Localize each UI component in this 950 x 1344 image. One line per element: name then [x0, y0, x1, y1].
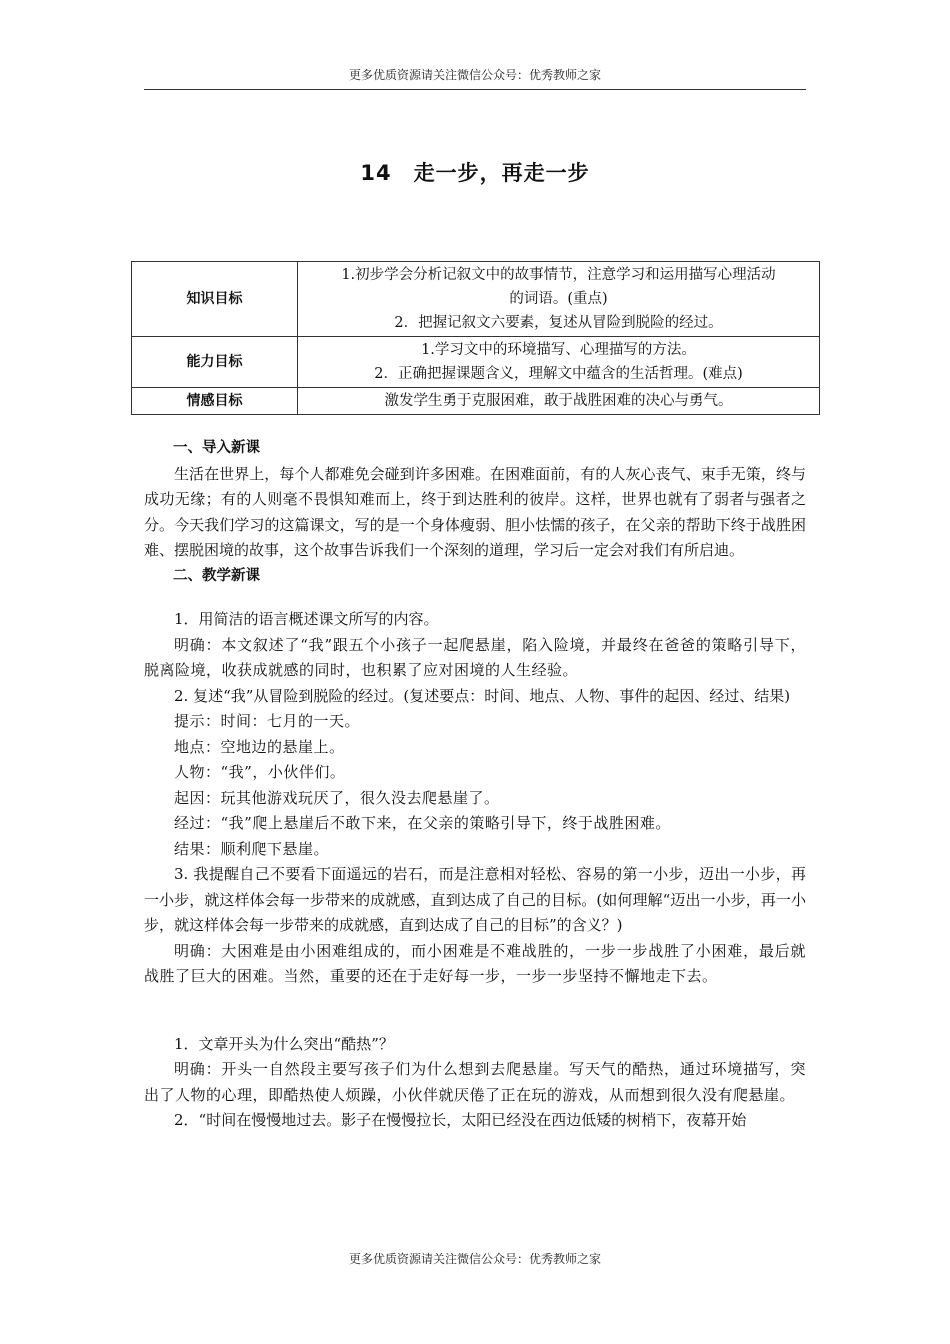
- goal-label-emotion: 情感目标: [132, 388, 298, 415]
- page-footer: 更多优质资源请关注微信公众号：优秀教师之家: [348, 1252, 601, 1266]
- lesson-number: 14: [360, 161, 392, 185]
- hint-line: 起因：玩其他游戏玩厌了，很久没去爬悬崖了。: [174, 788, 500, 807]
- hint-line: 提示：时间：七月的一天。: [174, 712, 361, 730]
- goals-table: [131, 261, 820, 415]
- intro-paragraph: 生活在世界上，每个人都难免会碰到许多困难。在困难面前，有的人灰心丧气、束手无策，终与成功无缘；有的人则毫不畏惧知难而上，终于到达胜利的彼岸。这样，世界也就有了弱者与强者之分。今天我们学习的这篇课文，写的是一个身体瘦弱、胆小怯懦的孩子，在父亲的帮助下终于战胜困难、摆脱困境的故事，这个故事告诉我们一个深刻的道理，学习后一定会对我们有所启迪。: [144, 464, 806, 559]
- hint-line: 人物：“我”，小伙伴们。: [174, 763, 346, 781]
- goal-content-ability: [298, 337, 820, 388]
- goal-content-knowledge: [298, 262, 820, 337]
- hint-line: 地点：空地边的悬崖上。: [174, 737, 345, 756]
- goal-line: 2．正确把握课题含义，理解文中蕴含的生活哲理。(难点): [374, 366, 743, 382]
- question-paragraph: 2．“时间在慢慢地过去。影子在慢慢拉长，太阳已经没在西边低矮的树梢下，夜幕开始: [174, 1111, 747, 1129]
- goal-line: 1.初步学会分析记叙文中的故事情节，注意学习和运用描写心理活动: [341, 267, 776, 283]
- section-heading-intro: 一、导入新课: [173, 440, 260, 456]
- goal-line: 1.学习文中的环境描写、心理描写的方法。: [421, 342, 696, 358]
- answer-paragraph: 明确：开头一自然段主要写孩子们为什么想到去爬悬崖。写天气的酷热，通过环境描写，突出了人物的心理，即酷热使人烦躁，小伙伴就厌倦了正在玩的游戏，从而想到很久没有爬悬崖。: [144, 1060, 806, 1104]
- goal-label-knowledge: 知识目标: [132, 262, 298, 337]
- page-header: 更多优质资源请关注微信公众号：优秀教师之家: [144, 66, 806, 90]
- goal-content-emotion: [298, 388, 820, 415]
- goal-line: 2．把握记叙文六要素，复述从冒险到脱险的经过。: [394, 315, 723, 331]
- spacer: [144, 990, 806, 1032]
- lesson-title-text: 走一步，再走一步: [413, 161, 590, 185]
- section-heading-teaching: 二、教学新课: [173, 567, 260, 584]
- question-paragraph: 2. 复述“我”从冒险到脱险的经过。(复述要点：时间、地点、人物、事件的起因、经过、结果): [174, 686, 791, 705]
- answer-paragraph: 明确：大困难是由小困难组成的，而小困难是不难战胜的，一步一步战胜了小困难，最后就战胜了巨大的困难。当然，重要的还在于走好每一步，一步一步坚持不懈地走下去。: [144, 941, 806, 985]
- goal-line: 的词语。(重点): [509, 291, 608, 307]
- question-paragraph: 1．用简洁的语言概述课文所写的内容。: [174, 610, 439, 628]
- goal-label-ability: 能力目标: [132, 337, 298, 388]
- table-row: [132, 388, 820, 415]
- spacer: [144, 589, 806, 607]
- lesson-title: [144, 157, 806, 187]
- table-row: [132, 262, 820, 337]
- goal-line: 激发学生勇于克服困难，敢于战胜困难的决心与勇气。: [384, 393, 733, 409]
- answer-paragraph: 明确：本文叙述了“我”跟五个小孩子一起爬悬崖，陷入险境，并最终在爸爸的策略引导下，脱离险境，收获成就感的同时，也积累了应对困境的人生经验。: [144, 635, 806, 679]
- hint-line: 经过：“我”爬上悬崖后不敢下来，在父亲的策略引导下，终于战胜困难。: [174, 814, 671, 832]
- table-row: [132, 337, 820, 388]
- lesson-body: [144, 436, 806, 1134]
- question-paragraph: 3. 我提醒自己不要看下面遥远的岩石，而是注意相对轻松、容易的第一小步，迈出一小步，再一小步，就这样体会每一步带来的成就感，直到达成了自己的目标。(如何理解“迈出一小步，再一小步，就这样体会每一步带来的成就感，直到达成了自己的目标”的含义？): [144, 865, 806, 934]
- question-paragraph: 1．文章开头为什么突出“酷热”？: [174, 1034, 394, 1053]
- hint-line: 结果：顺利爬下悬崖。: [174, 839, 330, 858]
